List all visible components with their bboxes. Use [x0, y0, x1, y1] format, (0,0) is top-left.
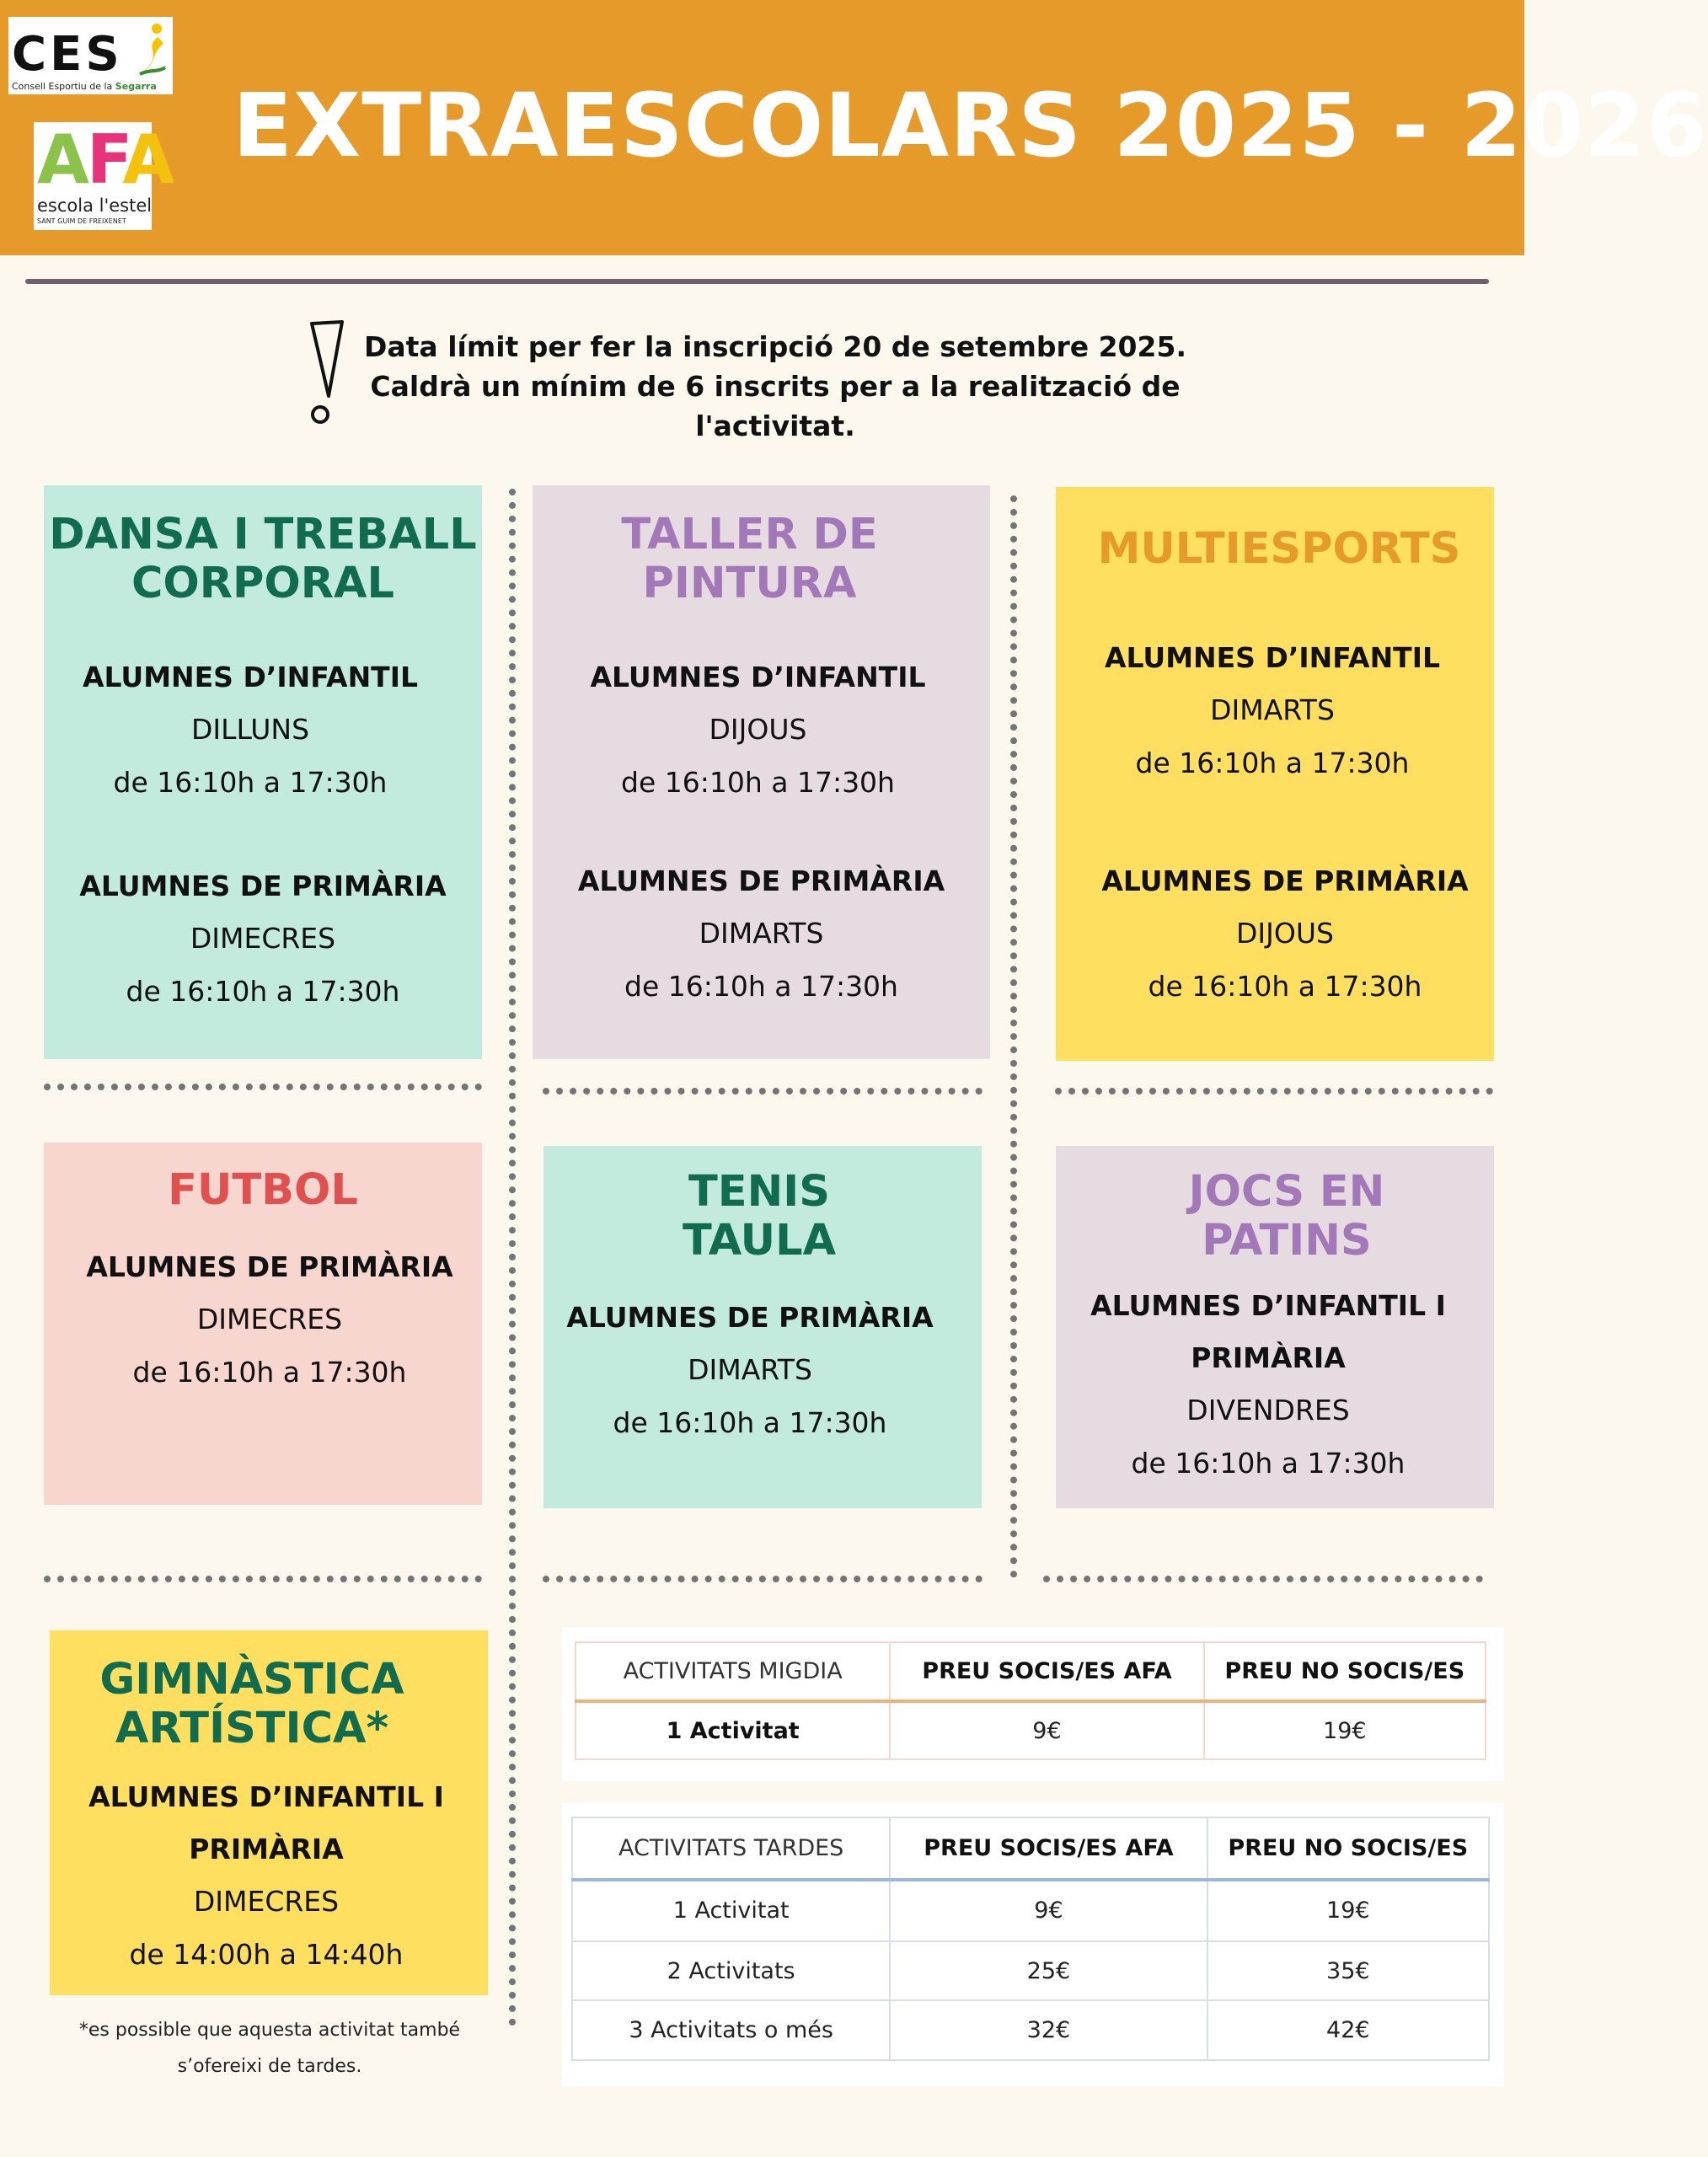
group-time: de 16:10h a 17:30h	[621, 766, 895, 799]
group-label: ALUMNES D’INFANTIL	[590, 661, 926, 693]
table-header-cell: ACTIVITATS MIGDIA	[576, 1642, 890, 1701]
group-time: de 14:00h a 14:40h	[129, 1938, 404, 1971]
activity-card-jocs-en-patins	[1056, 1146, 1494, 1508]
activity-title: MULTIESPORTS	[1097, 524, 1461, 574]
table-header-row	[576, 1642, 1486, 1701]
table-row	[572, 2000, 1489, 2060]
activity-title-line2: ARTÍSTICA*	[115, 1704, 389, 1753]
separator-vertical-right	[1010, 495, 1017, 1578]
exclamation-icon	[305, 318, 349, 428]
table-cell: 3 Activitats o més	[572, 2000, 890, 2060]
afa-logo	[34, 120, 173, 230]
group-label: ALUMNES DE PRIMÀRIA	[1101, 864, 1469, 897]
footnote-line1: *es possible que aquesta activitat també	[78, 2020, 461, 2041]
group-label-line2: PRIMÀRIA	[1191, 1341, 1346, 1374]
table-cell: 19€	[1207, 1880, 1489, 1941]
group-day: DIJOUS	[709, 713, 807, 746]
separator-row1-col2	[543, 1088, 983, 1095]
separator-row2-col3	[1043, 1576, 1483, 1582]
group-time: de 16:10h a 17:30h	[113, 766, 388, 799]
activity-title: GIMNÀSTICA	[99, 1655, 404, 1705]
activity-title-line2: PINTURA	[642, 559, 857, 608]
ces-logo-subtitle	[12, 81, 157, 92]
group-label: ALUMNES D’INFANTIL I	[1090, 1289, 1446, 1322]
group-day: DIMECRES	[193, 1885, 340, 1918]
group-label: ALUMNES D’INFANTIL	[83, 661, 418, 693]
ces-logo	[8, 17, 173, 94]
separator-row2-col2	[543, 1576, 983, 1582]
table-row	[572, 1880, 1489, 1941]
table-cell: 1 Activitat	[576, 1701, 890, 1759]
table-row	[572, 1941, 1489, 2001]
table-header-row	[572, 1817, 1489, 1880]
notice-minimum: Caldrà un mínim de 6 inscrits per a la realització de l'activitat.	[370, 370, 1181, 442]
header-divider	[25, 279, 1489, 284]
group-day: DIMARTS	[699, 917, 824, 950]
ces-subtitle-prefix: Consell Esportiu de la	[12, 81, 113, 92]
separator-row1-col3	[1055, 1088, 1493, 1095]
price-table-migdia	[575, 1641, 1486, 1760]
table-cell: 1 Activitat	[572, 1880, 890, 1941]
activity-card-multiesports	[1056, 487, 1494, 1061]
group-time: de 16:10h a 17:30h	[132, 1356, 407, 1389]
group-label: ALUMNES DE PRIMÀRIA	[566, 1301, 934, 1334]
group-time: de 16:10h a 17:30h	[126, 975, 400, 1008]
afa-logo-wordmark: AFA	[37, 120, 173, 199]
group-day: DIMARTS	[688, 1353, 812, 1386]
notice-deadline: Data límit per fer la inscripció 20 de setembre 2025.	[364, 330, 1186, 363]
afa-logo-town: SANT GUIM DE FREIXENET	[37, 217, 126, 225]
group-time: de 16:10h a 17:30h	[624, 970, 898, 1003]
group-time: de 16:10h a 17:30h	[1131, 1447, 1405, 1480]
activity-title: FUTBOL	[168, 1165, 358, 1215]
group-day: DIMECRES	[190, 922, 336, 955]
header-banner	[0, 0, 1708, 255]
table-header-cell: ACTIVITATS TARDES	[572, 1817, 890, 1880]
table-cell: 9€	[890, 1880, 1207, 1941]
activity-title: TALLER DE	[621, 510, 878, 559]
price-table-tardes	[571, 1817, 1490, 2061]
table-header-cell: PREU SOCIS/ES AFA	[890, 1642, 1203, 1701]
separator-row2-col1	[44, 1576, 482, 1582]
activity-card-dansa	[44, 485, 482, 1059]
group-day: DIJOUS	[1236, 917, 1334, 950]
activity-card-futbol	[44, 1143, 482, 1505]
table-header-cell: PREU NO SOCIS/ES	[1204, 1642, 1486, 1701]
group-day: DIVENDRES	[1186, 1394, 1350, 1426]
ces-subtitle-suffix: Segarra	[115, 81, 157, 92]
group-day: DILLUNS	[190, 713, 310, 746]
activity-card-pintura	[533, 485, 990, 1059]
activity-title: DANSA I TREBALL	[49, 510, 477, 559]
group-label: ALUMNES DE PRIMÀRIA	[577, 864, 945, 897]
table-header-cell: PREU NO SOCIS/ES	[1207, 1817, 1489, 1880]
separator-vertical-left	[509, 489, 516, 2026]
table-cell: 25€	[890, 1941, 1207, 2001]
group-label: ALUMNES D’INFANTIL I	[88, 1780, 444, 1813]
activity-card-tenis-taula	[543, 1146, 982, 1508]
table-cell: 19€	[1204, 1701, 1486, 1759]
table-cell: 35€	[1207, 1941, 1489, 2001]
activity-title-line2: PATINS	[1202, 1216, 1372, 1266]
group-time: de 16:10h a 17:30h	[1148, 970, 1422, 1003]
group-time: de 16:10h a 17:30h	[613, 1406, 887, 1439]
table-header-cell: PREU SOCIS/ES AFA	[890, 1817, 1207, 1880]
registration-notice	[354, 327, 1197, 446]
table-cell: 42€	[1207, 2000, 1489, 2060]
footnote-line2: s’ofereixi de tardes.	[177, 2056, 362, 2077]
gimnastica-footnote	[51, 2012, 489, 2085]
group-label: ALUMNES D’INFANTIL	[1105, 641, 1440, 674]
table-row	[576, 1701, 1486, 1759]
table-cell: 2 Activitats	[572, 1941, 890, 2001]
group-time: de 16:10h a 17:30h	[1135, 747, 1410, 779]
table-cell: 9€	[890, 1701, 1203, 1759]
afa-logo-school: escola l'estel	[37, 195, 153, 216]
activity-card-gimnastica	[50, 1630, 488, 1995]
page-title: EXTRAESCOLARS 2025 - 2026	[233, 74, 1708, 177]
activity-title-line2: TAULA	[682, 1216, 837, 1266]
activity-title: JOCS EN	[1188, 1167, 1385, 1217]
group-label: ALUMNES DE PRIMÀRIA	[79, 870, 447, 902]
activity-title-line2: CORPORAL	[131, 559, 395, 608]
group-label-line2: PRIMÀRIA	[189, 1833, 344, 1865]
activity-title: TENIS	[688, 1167, 831, 1217]
group-label: ALUMNES DE PRIMÀRIA	[86, 1250, 453, 1283]
group-day: DIMECRES	[196, 1303, 343, 1335]
ces-swoosh-icon	[133, 22, 167, 81]
table-cell: 32€	[890, 2000, 1207, 2060]
separator-row1-col1	[44, 1084, 482, 1090]
group-day: DIMARTS	[1210, 693, 1335, 726]
ces-logo-wordmark: CES	[12, 27, 123, 82]
